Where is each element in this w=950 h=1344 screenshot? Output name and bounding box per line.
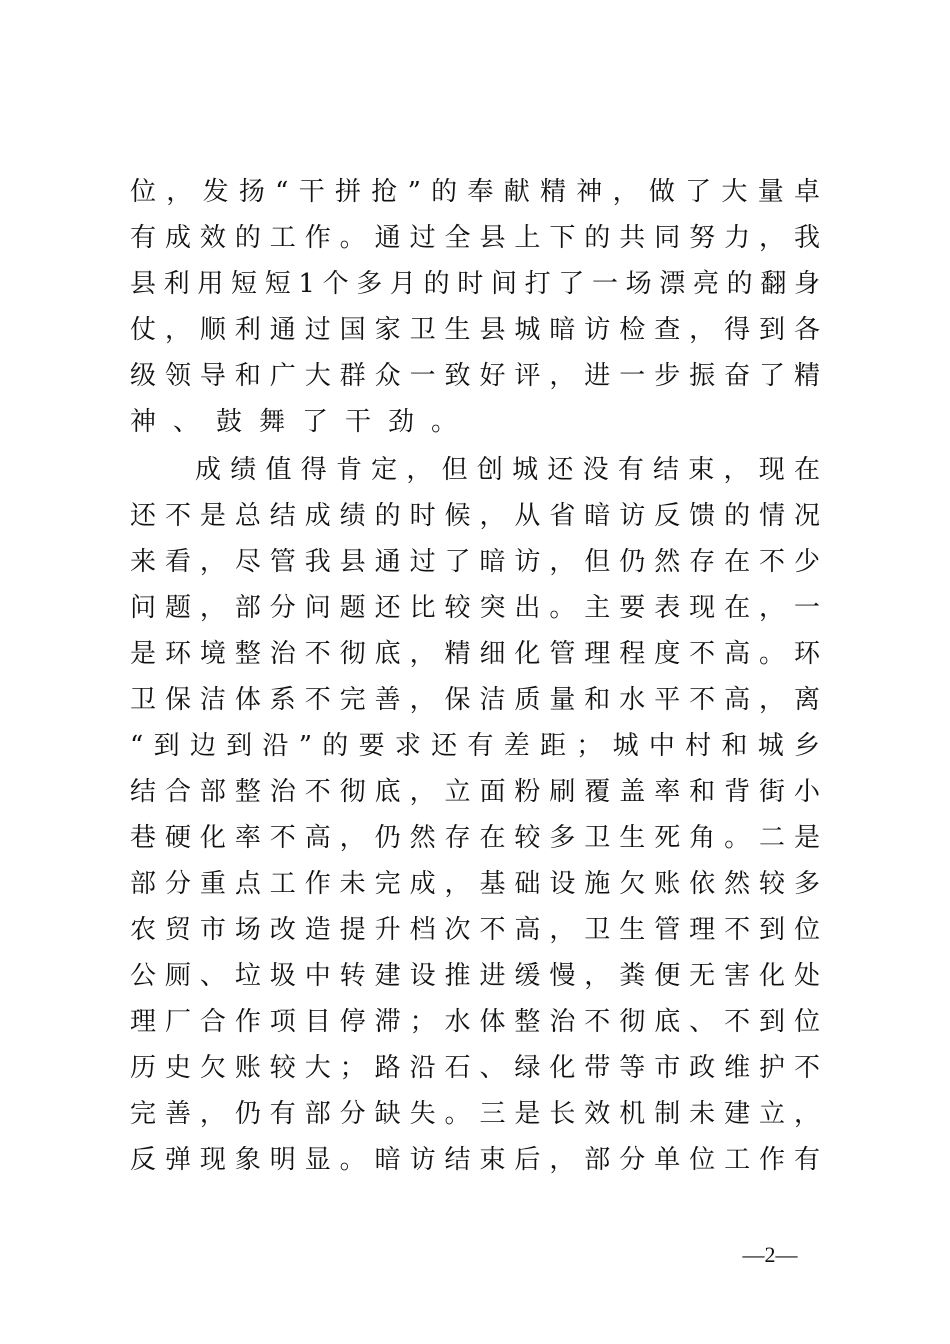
text-line: 有成效的工作。通过全县上下的共同努力，我 <box>130 223 820 253</box>
text-line: 农贸市场改造提升档次不高，卫生管理不到位 <box>130 915 820 945</box>
text-line: 结合部整治不彻底，立面粉刷覆盖率和背街小 <box>130 777 820 807</box>
text-line: 仗，顺利通过国家卫生县城暗访检查，得到各 <box>130 315 820 345</box>
text-line: 还不是总结成绩的时候，从省暗访反馈的情况 <box>130 501 820 531</box>
text-line: 位，发扬“干拼抢”的奉献精神，做了大量卓 <box>130 177 820 207</box>
text-line: 卫保洁体系不完善，保洁质量和水平不高，离 <box>130 685 820 715</box>
text-line: 反弹现象明显。暗访结束后，部分单位工作有 <box>130 1145 820 1175</box>
text-line: 是环境整治不彻底，精细化管理程度不高。环 <box>130 639 820 669</box>
paragraph-first-line: 成绩值得肯定，但创城还没有结束，现在 <box>195 455 820 485</box>
text-line: 理厂合作项目停滞；水体整治不彻底、不到位 <box>130 1007 820 1037</box>
text-line: “到边到沿”的要求还有差距；城中村和城乡 <box>130 731 820 761</box>
text-line: 历史欠账较大；路沿石、绿化带等市政维护不 <box>130 1053 820 1083</box>
text-line: 完善，仍有部分缺失。三是长效机制未建立， <box>130 1099 820 1129</box>
text-line: 神、鼓舞了干劲。 <box>130 407 475 437</box>
text-line: 级领导和广大群众一致好评，进一步振奋了精 <box>130 361 820 391</box>
text-line: 公厕、垃圾中转建设推进缓慢，粪便无害化处 <box>130 961 820 991</box>
text-line: 部分重点工作未完成，基础设施欠账依然较多 <box>130 869 820 899</box>
text-line: 问题，部分问题还比较突出。主要表现在，一 <box>130 593 820 623</box>
page-number: —2— <box>742 1242 798 1267</box>
text-line: 巷硬化率不高，仍然存在较多卫生死角。二是 <box>130 823 820 853</box>
text-line: 县利用短短1个多月的时间打了一场漂亮的翻身 <box>130 269 820 299</box>
text-line: 来看，尽管我县通过了暗访，但仍然存在不少 <box>130 547 820 577</box>
